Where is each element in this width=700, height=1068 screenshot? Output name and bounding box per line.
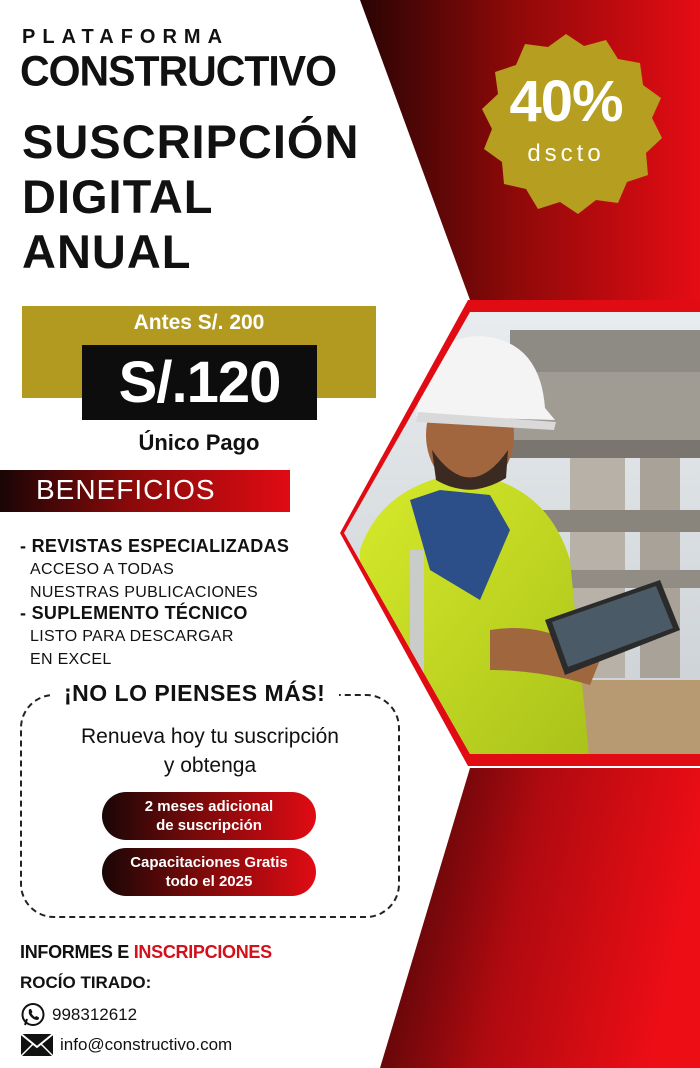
envelope-icon xyxy=(20,1033,54,1057)
brand-logo-text: CONSTRUCTIVO xyxy=(20,46,336,96)
contact-email-row[interactable] xyxy=(20,1033,232,1057)
pill-line-2: de suscripción xyxy=(156,817,262,834)
benefit-heading: - SUPLEMENTO TÉCNICO xyxy=(20,603,248,623)
headline xyxy=(22,114,359,279)
contact-name: ROCÍO TIRADO: xyxy=(20,973,152,992)
price-before: Antes S/. 200 xyxy=(133,311,265,334)
contact-email: info@constructivo.com xyxy=(60,1035,233,1054)
headline-line-2: DIGITAL xyxy=(22,170,214,223)
contact-title-part-1: INFORMES E xyxy=(20,942,134,962)
headline-line-3: ANUAL xyxy=(22,225,192,278)
benefit-item-magazines xyxy=(20,535,289,604)
discount-percent: 40% xyxy=(509,69,623,134)
price-now: S/.120 xyxy=(82,345,317,420)
contact-phone: 998312612 xyxy=(52,1005,138,1024)
offer-text-line-1: Renueva hoy tu suscripción xyxy=(81,725,339,748)
benefit-detail: NUESTRAS PUBLICACIONES xyxy=(30,584,258,601)
free-training-pill xyxy=(102,848,316,896)
benefit-detail: ACCESO A TODAS xyxy=(30,561,175,578)
red-panel-bottom xyxy=(380,768,700,1068)
benefit-detail: LISTO PARA DESCARGAR xyxy=(30,628,234,645)
contact-phone-row[interactable] xyxy=(20,1002,137,1028)
headline-line-1: SUSCRIPCIÓN xyxy=(22,115,360,168)
pill-line-2: todo el 2025 xyxy=(165,873,253,890)
pill-line-1: Capacitaciones Gratis xyxy=(130,854,288,871)
discount-label: dscto xyxy=(527,140,605,167)
benefit-detail: EN EXCEL xyxy=(30,651,112,668)
contact-title xyxy=(20,942,272,963)
pill-line-1: 2 meses adicional xyxy=(144,798,274,815)
offer-title: ¡NO LO PIENSES MÁS! xyxy=(50,680,339,707)
benefit-item-supplement xyxy=(20,602,248,671)
offer-text xyxy=(20,722,400,780)
contact-title-part-2: INSCRIPCIONES xyxy=(133,942,272,962)
price-note: Único Pago xyxy=(138,430,260,455)
brand-subtitle: PLATAFORMA xyxy=(22,26,230,48)
engineer-photo xyxy=(340,300,700,766)
offer-text-line-2: y obtenga xyxy=(163,754,257,777)
whatsapp-icon xyxy=(20,1002,46,1028)
bonus-months-pill xyxy=(102,792,316,840)
benefits-title: BENEFICIOS xyxy=(36,474,216,505)
benefit-heading: - REVISTAS ESPECIALIZADAS xyxy=(20,536,290,556)
